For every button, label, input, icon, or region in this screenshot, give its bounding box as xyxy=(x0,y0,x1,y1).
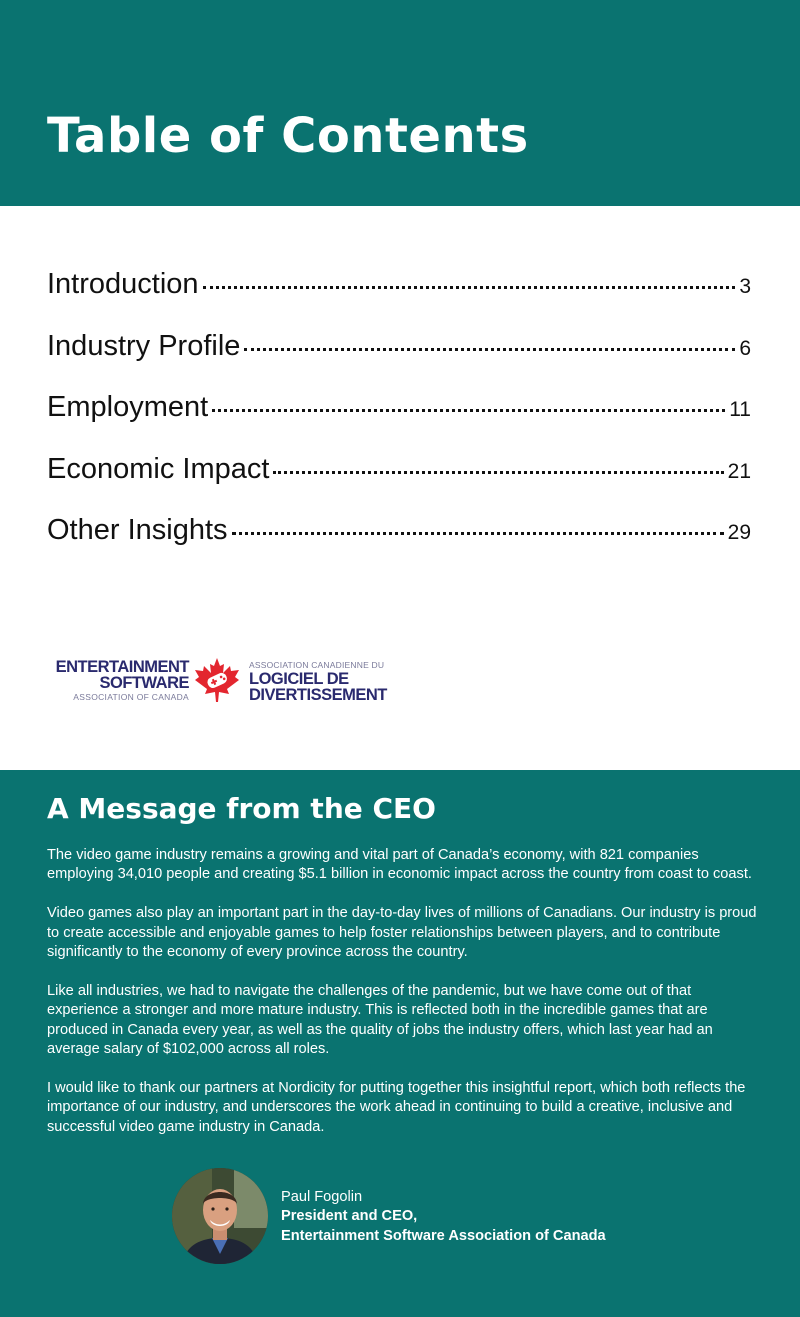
toc-entry-page: 29 xyxy=(727,521,751,544)
page-header xyxy=(0,0,800,206)
ceo-paragraph: The video game industry remains a growing and vital part of Canada’s economy, with 821 companies employing 34,010 people and creating $5.1 billion in economic impact across the country from coast to coast. xyxy=(47,847,752,883)
table-of-contents xyxy=(47,268,751,576)
logo-en-line2: SOFTWARE xyxy=(99,674,189,692)
toc-entry-label: Employment xyxy=(47,391,209,423)
toc-entry-page: 3 xyxy=(739,275,751,298)
ceo-name: Paul Fogolin xyxy=(281,1189,363,1205)
logo-french-wordmark xyxy=(249,659,387,703)
ceo-title: President and CEO, xyxy=(281,1208,418,1225)
ceo-organization: Entertainment Software Association of Canada xyxy=(281,1227,606,1244)
ceo-paragraph: Video games also play an important part in the day-to-day lives of millions of Canadians. Our industry is proud to create accessible and enjoyable games to help foster relationships between players, and to contribute significantly to the economy of every province across the country. xyxy=(47,905,757,961)
portrait-image xyxy=(172,1168,268,1264)
logo-en-line3: ASSOCIATION OF CANADA xyxy=(73,692,189,702)
toc-leader-dots xyxy=(232,532,724,535)
toc-entry-other-insights[interactable] xyxy=(47,514,751,576)
esac-logo xyxy=(46,655,396,705)
logo-fr-line1: ASSOCIATION CANADIENNE DU xyxy=(249,660,385,670)
toc-entry-label: Introduction xyxy=(47,268,199,300)
logo-fr-line3: DIVERTISSEMENT xyxy=(249,686,387,704)
toc-entry-economic-impact[interactable] xyxy=(47,453,751,515)
ceo-paragraph: Like all industries, we had to navigate the challenges of the pandemic, but we have come out of that experience a stronger and more mature industry. This is reflected both in the incredible games that are produced in Canada every year, as well as the quality of jobs the industry offers, which last year had an average salary of $102,000 across all roles. xyxy=(47,982,713,1058)
ceo-message-section xyxy=(0,770,800,1317)
toc-leader-dots xyxy=(203,286,736,289)
toc-entry-label: Economic Impact xyxy=(47,452,270,485)
maple-leaf-controller-icon xyxy=(193,657,241,703)
ceo-signature xyxy=(281,1188,606,1246)
ceo-portrait-avatar xyxy=(172,1168,268,1264)
toc-leader-dots xyxy=(244,348,735,351)
toc-entry-label: Other Insights xyxy=(47,514,228,546)
page-title: Table of Contents xyxy=(47,108,529,164)
toc-entry-label: Industry Profile xyxy=(47,329,241,362)
toc-leader-dots xyxy=(273,471,723,474)
ceo-message-body xyxy=(47,846,759,1156)
toc-entry-employment[interactable] xyxy=(47,391,751,453)
toc-entry-page: 11 xyxy=(729,398,751,421)
logo-fr-line2: LOGICIEL DE xyxy=(249,670,349,688)
logo-english-wordmark xyxy=(46,659,189,703)
toc-entry-industry-profile[interactable] xyxy=(47,330,751,392)
toc-entry-introduction[interactable] xyxy=(47,268,751,330)
toc-leader-dots xyxy=(212,409,725,412)
ceo-paragraph: I would like to thank our partners at Nordicity for putting together this insightful report, which both reflects the importance of our industry, and underscores the work ahead in continuing to build a creative, inclusive and successful video game industry in Canada. xyxy=(47,1079,746,1135)
toc-entry-page: 21 xyxy=(727,459,751,483)
logo-en-line1: ENTERTAINMENT xyxy=(55,658,189,676)
toc-entry-page: 6 xyxy=(739,336,751,360)
ceo-message-heading: A Message from the CEO xyxy=(47,792,436,825)
